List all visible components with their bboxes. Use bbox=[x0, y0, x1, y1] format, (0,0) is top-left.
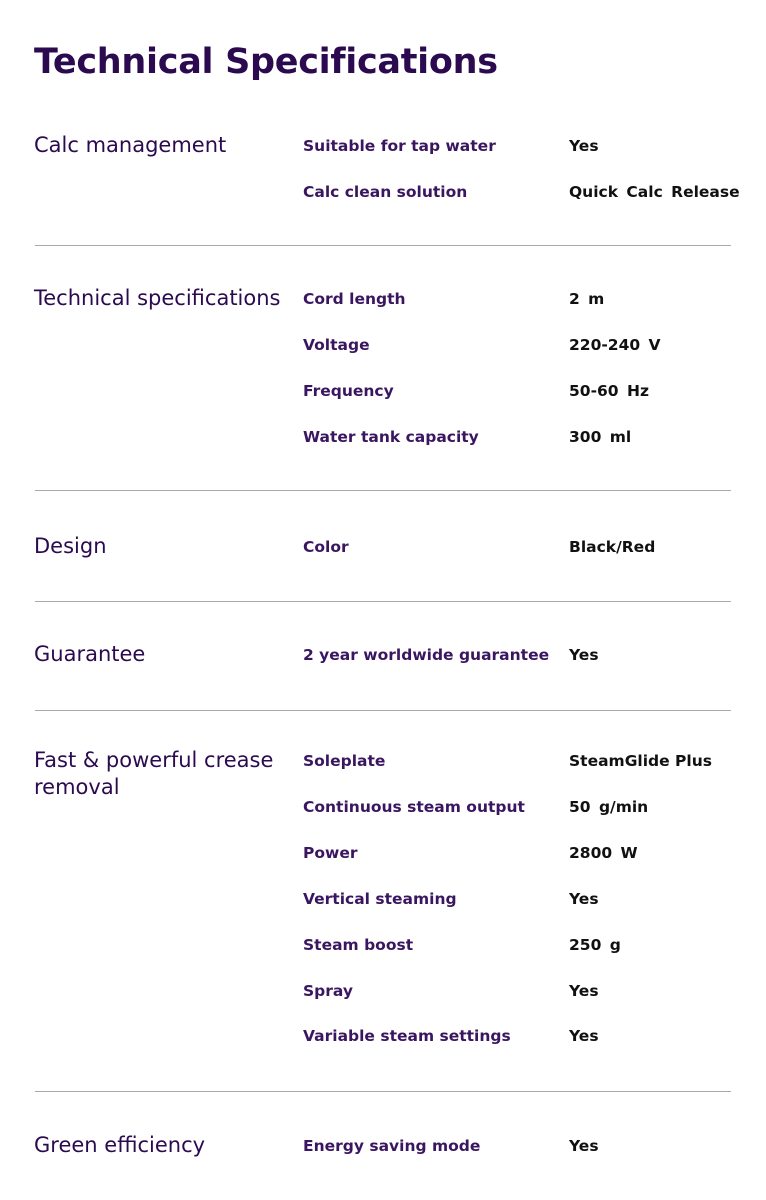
spec-row bbox=[0, 287, 766, 311]
spec-value: Yes bbox=[569, 137, 599, 155]
spec-row bbox=[0, 379, 766, 403]
spec-row bbox=[0, 134, 766, 158]
spec-value: 50-60 Hz bbox=[569, 382, 649, 400]
section-title: Design bbox=[34, 534, 107, 558]
spec-label: Variable steam settings bbox=[303, 1027, 511, 1045]
spec-label: Voltage bbox=[303, 336, 370, 354]
section-title: Fast & powerful crease removal bbox=[34, 748, 274, 799]
spec-row bbox=[0, 535, 766, 559]
spec-label: Calc clean solution bbox=[303, 183, 468, 201]
spec-row bbox=[0, 887, 766, 911]
spec-row bbox=[0, 1134, 766, 1158]
spec-label: Spray bbox=[303, 982, 353, 1000]
spec-value: 2 m bbox=[569, 290, 605, 308]
spec-row bbox=[0, 841, 766, 865]
spec-row bbox=[0, 1024, 766, 1048]
spec-value: Yes bbox=[569, 1027, 599, 1045]
spec-value: Yes bbox=[569, 1137, 599, 1155]
spec-value: Black/Red bbox=[569, 538, 656, 556]
spec-label: Energy saving mode bbox=[303, 1137, 481, 1155]
spec-label: Continuous steam output bbox=[303, 798, 525, 816]
section-divider bbox=[35, 245, 731, 246]
spec-label: Water tank capacity bbox=[303, 428, 479, 446]
spec-label: Color bbox=[303, 538, 349, 556]
spec-value: Yes bbox=[569, 982, 599, 1000]
spec-value: Quick Calc Release bbox=[569, 183, 740, 201]
section-title: Calc management bbox=[34, 133, 227, 157]
spec-row bbox=[0, 979, 766, 1003]
spec-label: Soleplate bbox=[303, 752, 386, 770]
spec-value: 300 ml bbox=[569, 428, 632, 446]
spec-label: Steam boost bbox=[303, 936, 414, 954]
spec-row bbox=[0, 180, 766, 204]
spec-row bbox=[0, 425, 766, 449]
section-title: Green efficiency bbox=[34, 1133, 206, 1157]
spec-label: Frequency bbox=[303, 382, 394, 400]
spec-value: 250 g bbox=[569, 936, 621, 954]
section-divider bbox=[35, 490, 731, 491]
spec-row bbox=[0, 643, 766, 667]
page-title: Technical Specifications bbox=[34, 42, 498, 82]
spec-value: 50 g/min bbox=[569, 798, 649, 816]
section-title: Technical specifications bbox=[34, 286, 281, 310]
spec-row bbox=[0, 333, 766, 357]
section-title: Guarantee bbox=[34, 642, 146, 666]
spec-row bbox=[0, 933, 766, 957]
spec-label: Cord length bbox=[303, 290, 406, 308]
spec-value: 220-240 V bbox=[569, 336, 661, 354]
spec-value: SteamGlide Plus bbox=[569, 752, 712, 770]
spec-label: Power bbox=[303, 844, 358, 862]
spec-row bbox=[0, 795, 766, 819]
spec-label: Suitable for tap water bbox=[303, 137, 496, 155]
spec-label: Vertical steaming bbox=[303, 890, 457, 908]
spec-value: Yes bbox=[569, 890, 599, 908]
spec-label: 2 year worldwide guarantee bbox=[303, 646, 550, 664]
spec-value: 2800 W bbox=[569, 844, 638, 862]
section-divider bbox=[35, 601, 731, 602]
section-divider bbox=[35, 710, 731, 711]
section-divider bbox=[35, 1091, 731, 1092]
spec-value: Yes bbox=[569, 646, 599, 664]
spec-row bbox=[0, 749, 766, 773]
